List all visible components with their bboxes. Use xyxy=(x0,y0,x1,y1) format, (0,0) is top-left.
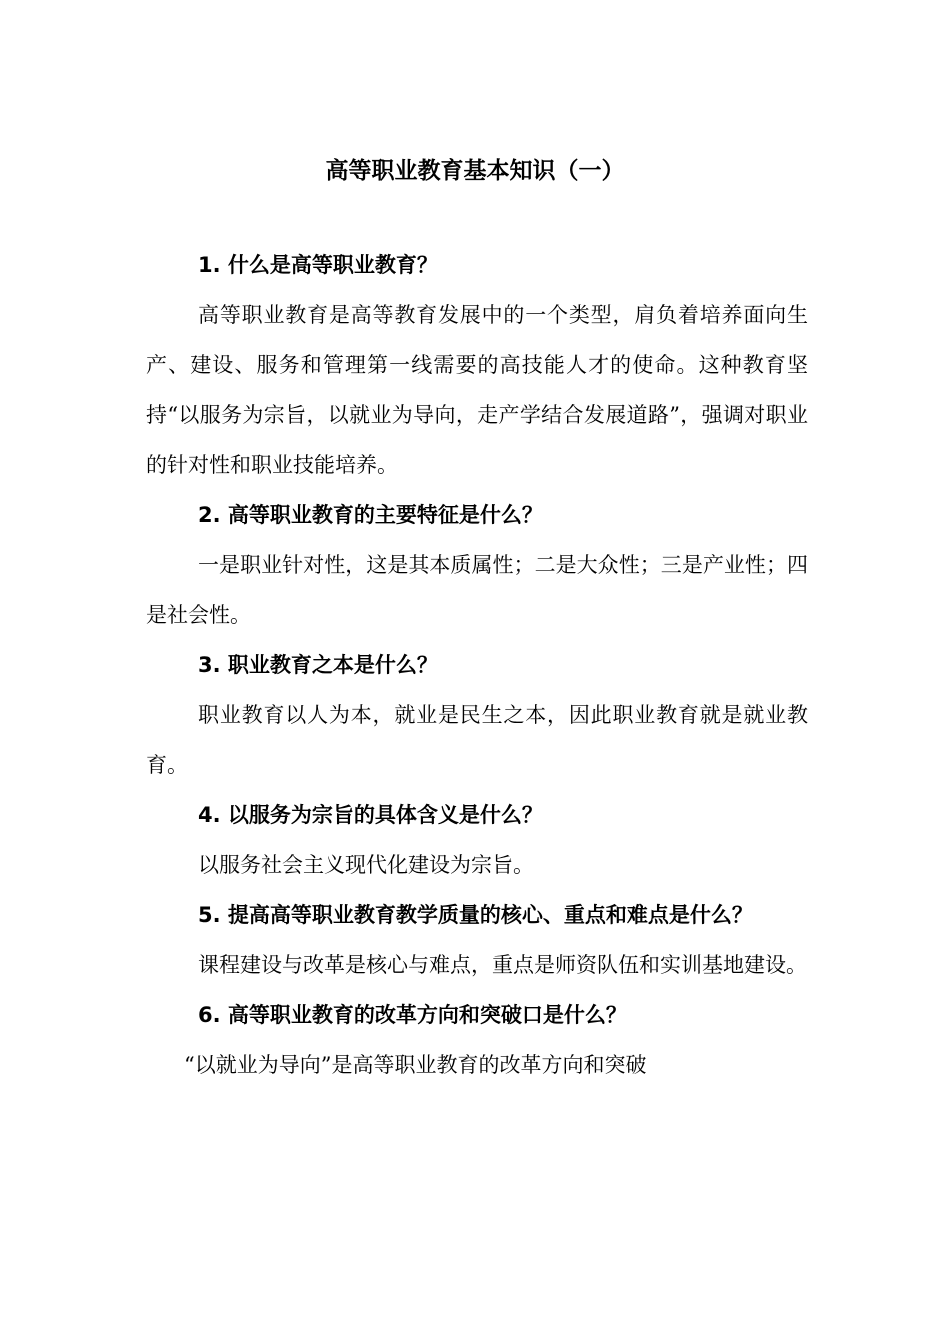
question-1: 1. 什么是高等职业教育？ xyxy=(198,253,438,277)
qa-content xyxy=(146,240,808,1090)
answer-1: 高等职业教育是高等教育发展中的一个类型，肩负着培养面向生产、建设、服务和管理第一线需要的高技能人才的使命。这种教育坚持“以服务为宗旨，以就业为导向，走产学结合发展道路”，强调对职业的针对性和职业技能培养。 xyxy=(146,303,808,477)
question-6: 6. 高等职业教育的改革方向和突破口是什么？ xyxy=(198,1003,627,1027)
answer-4: 以服务社会主义现代化建设为宗旨。 xyxy=(198,853,534,877)
answer-6: “以就业为导向”是高等职业教育的改革方向和突破 xyxy=(184,1053,647,1077)
page-title: 高等职业教育基本知识（一） xyxy=(325,158,625,184)
question-3: 3. 职业教育之本是什么？ xyxy=(198,653,438,677)
question-2: 2. 高等职业教育的主要特征是什么？ xyxy=(198,503,543,527)
answer-5: 课程建设与改革是核心与难点，重点是师资队伍和实训基地建设。 xyxy=(198,953,807,977)
question-4: 4. 以服务为宗旨的具体含义是什么？ xyxy=(198,803,543,827)
answer-2: 一是职业针对性，这是其本质属性；二是大众性；三是产业性；四是社会性。 xyxy=(146,553,808,627)
question-5: 5. 提高高等职业教育教学质量的核心、重点和难点是什么？ xyxy=(198,903,753,927)
answer-3: 职业教育以人为本，就业是民生之本，因此职业教育就是就业教育。 xyxy=(146,703,808,777)
